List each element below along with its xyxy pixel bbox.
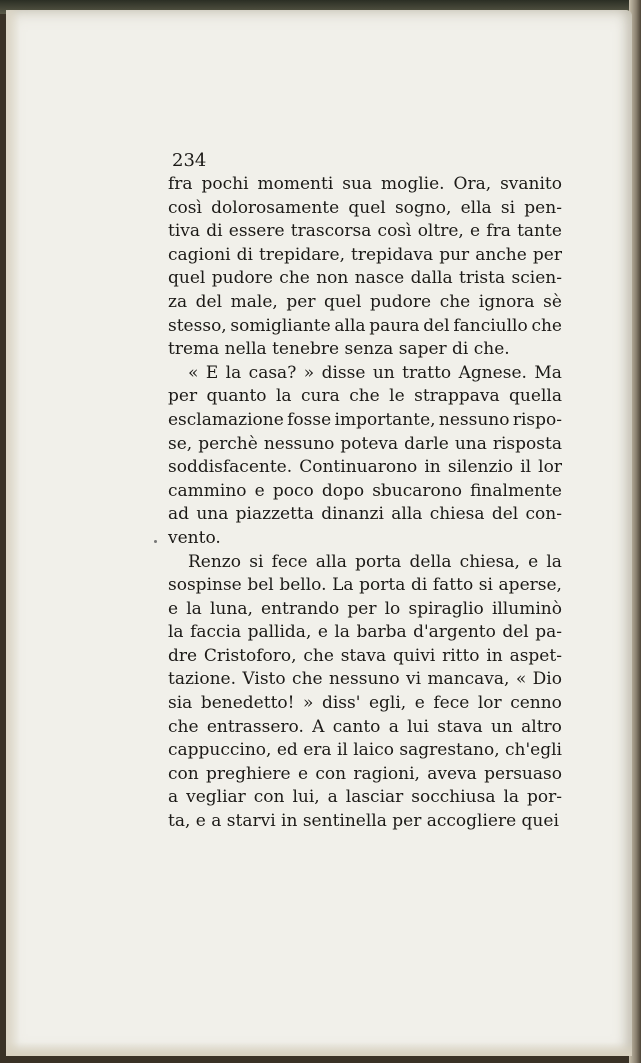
text-line: fra pochi momenti sua moglie. Ora, svanito <box>168 174 562 194</box>
text-line: esclamazione fosse importante, nessuno rispo- <box>168 409 562 430</box>
text-line: quel pudore che non nasce dalla trista scien- <box>168 268 562 289</box>
text-line: con preghiere e con ragioni, aveva persuaso <box>168 763 562 784</box>
text-line: za del male, per quel pudore che ignora sè <box>168 291 562 312</box>
text-line: a vegliar con lui, a lasciar socchiusa la por- <box>168 787 562 808</box>
text-line: sospinse bel bello. La porta di fatto si aperse, <box>168 575 562 596</box>
paragraph <box>168 173 562 362</box>
text-line: trema nella tenebre senza saper di che. <box>168 339 510 360</box>
text-line: cammino e poco dopo sbucarono finalmente <box>168 480 562 501</box>
text-line: vento. <box>168 527 221 548</box>
text-line: ta, e a starvi in sentinella per accogliere quei <box>168 811 559 832</box>
text-line: e la luna, entrando per lo spiraglio illuminò <box>168 598 562 619</box>
page-edge-left <box>6 10 20 1056</box>
text-line: cappuccino, ed era il laico sagrestano, ch'egli <box>168 740 562 761</box>
text-line: stesso, somigliante alla paura del fanciullo che <box>168 315 562 336</box>
text-line: dre Cristoforo, che stava quivi ritto in aspet- <box>168 645 562 666</box>
paragraph <box>168 551 562 834</box>
text-line: soddisfacente. Continuarono in silenzio il lor <box>168 457 562 478</box>
text-block <box>168 146 562 834</box>
margin-mark <box>154 540 157 543</box>
paragraphs <box>168 173 562 834</box>
text-line: tiva di essere trascorsa così oltre, e fra tante <box>168 221 562 242</box>
text-line: cagioni di trepidare, trepidava pur anche per <box>168 244 562 265</box>
page-edge-bottom <box>6 1042 632 1056</box>
text-line: Renzo si fece alla porta della chiesa, e la <box>188 551 562 572</box>
text-line: così dolorosamente quel sogno, ella si pen- <box>168 197 562 218</box>
text-line: « E la casa? » disse un tratto Agnese. Ma <box>188 362 562 383</box>
text-line: se, perchè nessuno poteva darle una risposta <box>168 433 562 454</box>
text-line: per quanto la cura che le strappava quella <box>168 386 562 407</box>
page-number: 234 <box>172 150 207 171</box>
text-line: sia benedetto! » diss' egli, e fece lor cenno <box>168 693 562 714</box>
text-line: la faccia pallida, e la barba d'argento del pa- <box>168 622 562 643</box>
text-line: tazione. Visto che nessuno vi mancava, « Dio <box>168 669 562 690</box>
text-line: che entrassero. A canto a lui stava un altro <box>168 716 562 737</box>
text-line: ad una piazzetta dinanzi alla chiesa del con- <box>168 504 562 525</box>
paragraph <box>168 362 562 551</box>
